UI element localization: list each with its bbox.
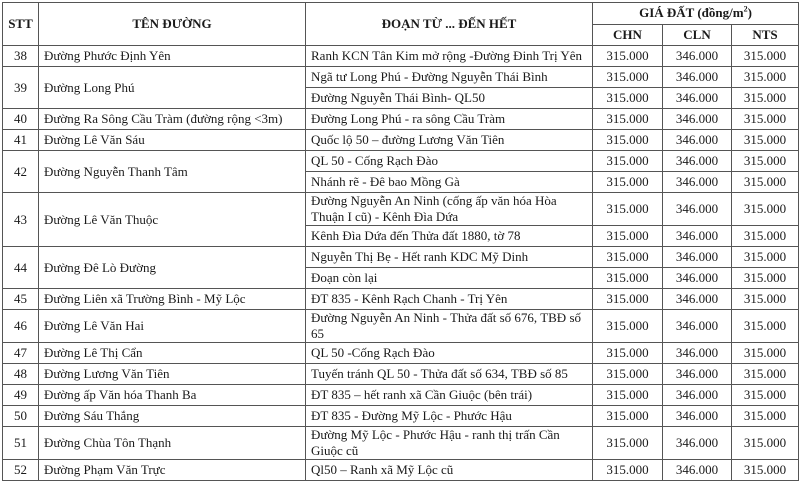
- segment-cell: Nhánh rẽ - Đê bao Mồng Gà: [306, 172, 593, 193]
- header-cln: CLN: [663, 24, 732, 46]
- price-nts-cell: 315.000: [732, 247, 799, 268]
- price-chn-cell: 315.000: [593, 130, 663, 151]
- road-name-cell: Đường Lê Văn Sáu: [39, 130, 306, 151]
- price-cln-cell: 346.000: [663, 46, 732, 67]
- header-stt: STT: [3, 3, 39, 46]
- price-chn-cell: 315.000: [593, 88, 663, 109]
- road-name-cell: Đường Phạm Văn Trực: [39, 460, 306, 481]
- land-price-table: [2, 2, 799, 481]
- price-chn-cell: 315.000: [593, 193, 663, 226]
- price-chn-cell: 315.000: [593, 226, 663, 247]
- price-cln-cell: 346.000: [663, 364, 732, 385]
- price-nts-cell: 315.000: [732, 193, 799, 226]
- segment-cell: Đường Nguyễn An Ninh - Thửa đất số 676, TBĐ số 65: [306, 310, 593, 343]
- price-chn-cell: 315.000: [593, 406, 663, 427]
- segment-cell: Quốc lộ 50 – đường Lương Văn Tiên: [306, 130, 593, 151]
- price-cln-cell: 346.000: [663, 460, 732, 481]
- stt-cell: 45: [3, 289, 39, 310]
- segment-cell: Đoạn còn lại: [306, 268, 593, 289]
- stt-cell: 47: [3, 343, 39, 364]
- price-cln-cell: 346.000: [663, 247, 732, 268]
- stt-cell: 52: [3, 460, 39, 481]
- price-cln-cell: 346.000: [663, 88, 732, 109]
- road-name-cell: Đường Lê Thị Cẩn: [39, 343, 306, 364]
- table-row: [3, 67, 799, 88]
- price-chn-cell: 315.000: [593, 310, 663, 343]
- price-cln-cell: 346.000: [663, 193, 732, 226]
- price-chn-cell: 315.000: [593, 343, 663, 364]
- price-nts-cell: 315.000: [732, 109, 799, 130]
- table-row: [3, 310, 799, 343]
- road-name-cell: Đường Lê Văn Thuộc: [39, 193, 306, 247]
- stt-cell: 40: [3, 109, 39, 130]
- road-name-cell: Đường Ra Sông Cầu Tràm (đường rộng <3m): [39, 109, 306, 130]
- price-nts-cell: 315.000: [732, 460, 799, 481]
- stt-cell: 44: [3, 247, 39, 289]
- price-nts-cell: 315.000: [732, 151, 799, 172]
- price-nts-cell: 315.000: [732, 226, 799, 247]
- road-name-cell: Đường Lương Văn Tiên: [39, 364, 306, 385]
- price-cln-cell: 346.000: [663, 67, 732, 88]
- segment-cell: ĐT 835 – hết ranh xã Cần Giuộc (bên trái): [306, 385, 593, 406]
- table-row: [3, 406, 799, 427]
- table-row: [3, 193, 799, 226]
- price-chn-cell: 315.000: [593, 460, 663, 481]
- segment-cell: Đường Mỹ Lộc - Phước Hậu - ranh thị trấn Cần Giuộc cũ: [306, 427, 593, 460]
- segment-cell: Đường Long Phú - ra sông Cầu Tràm: [306, 109, 593, 130]
- stt-cell: 51: [3, 427, 39, 460]
- segment-cell: ĐT 835 - Kênh Rạch Chanh - Trị Yên: [306, 289, 593, 310]
- stt-cell: 50: [3, 406, 39, 427]
- price-nts-cell: 315.000: [732, 268, 799, 289]
- table-header: [3, 3, 799, 46]
- price-nts-cell: 315.000: [732, 343, 799, 364]
- segment-cell: QL 50 -Cống Rạch Đào: [306, 343, 593, 364]
- segment-cell: Nguyễn Thị Bẹ - Hết ranh KDC Mỹ Dinh: [306, 247, 593, 268]
- price-cln-cell: 346.000: [663, 343, 732, 364]
- price-cln-cell: 346.000: [663, 310, 732, 343]
- price-cln-cell: 346.000: [663, 172, 732, 193]
- segment-cell: QL 50 - Cống Rạch Đào: [306, 151, 593, 172]
- price-chn-cell: 315.000: [593, 289, 663, 310]
- price-nts-cell: 315.000: [732, 364, 799, 385]
- stt-cell: 41: [3, 130, 39, 151]
- table-row: [3, 289, 799, 310]
- price-chn-cell: 315.000: [593, 364, 663, 385]
- stt-cell: 48: [3, 364, 39, 385]
- price-nts-cell: 315.000: [732, 427, 799, 460]
- price-cln-cell: 346.000: [663, 427, 732, 460]
- table-row: [3, 151, 799, 172]
- segment-cell: Kênh Đìa Dứa đến Thửa đất 1880, tờ 78: [306, 226, 593, 247]
- price-cln-cell: 346.000: [663, 151, 732, 172]
- price-nts-cell: 315.000: [732, 289, 799, 310]
- table-row: [3, 385, 799, 406]
- header-nts: NTS: [732, 24, 799, 46]
- segment-cell: Ranh KCN Tân Kim mở rộng -Đường Đinh Trị Yên: [306, 46, 593, 67]
- table-row: [3, 130, 799, 151]
- stt-cell: 39: [3, 67, 39, 109]
- price-nts-cell: 315.000: [732, 310, 799, 343]
- price-nts-cell: 315.000: [732, 88, 799, 109]
- segment-cell: Ql50 – Ranh xã Mỹ Lộc cũ: [306, 460, 593, 481]
- road-name-cell: Đường Long Phú: [39, 67, 306, 109]
- price-chn-cell: 315.000: [593, 46, 663, 67]
- header-price-group: [593, 3, 799, 25]
- price-chn-cell: 315.000: [593, 172, 663, 193]
- price-cln-cell: 346.000: [663, 226, 732, 247]
- table-row: [3, 109, 799, 130]
- price-chn-cell: 315.000: [593, 109, 663, 130]
- road-name-cell: Đường Sáu Thắng: [39, 406, 306, 427]
- table-row: [3, 427, 799, 460]
- price-cln-cell: 346.000: [663, 109, 732, 130]
- table-row: [3, 460, 799, 481]
- price-group-superscript: 2: [743, 4, 748, 14]
- road-name-cell: Đường Nguyễn Thanh Tâm: [39, 151, 306, 193]
- price-cln-cell: 346.000: [663, 406, 732, 427]
- stt-cell: 49: [3, 385, 39, 406]
- road-name-cell: Đường Lê Văn Hai: [39, 310, 306, 343]
- price-cln-cell: 346.000: [663, 268, 732, 289]
- price-nts-cell: 315.000: [732, 172, 799, 193]
- road-name-cell: Đường Phước Định Yên: [39, 46, 306, 67]
- price-group-label-end: ): [747, 5, 752, 21]
- header-road-name: TÊN ĐƯỜNG: [39, 3, 306, 46]
- stt-cell: 43: [3, 193, 39, 247]
- table-row: [3, 247, 799, 268]
- stt-cell: 38: [3, 46, 39, 67]
- segment-cell: ĐT 835 - Đường Mỹ Lộc - Phước Hậu: [306, 406, 593, 427]
- price-nts-cell: 315.000: [732, 67, 799, 88]
- table-row: [3, 46, 799, 67]
- road-name-cell: Đường Chùa Tôn Thạnh: [39, 427, 306, 460]
- stt-cell: 46: [3, 310, 39, 343]
- price-chn-cell: 315.000: [593, 427, 663, 460]
- price-cln-cell: 346.000: [663, 385, 732, 406]
- road-name-cell: Đường Đê Lò Đường: [39, 247, 306, 289]
- price-nts-cell: 315.000: [732, 385, 799, 406]
- price-cln-cell: 346.000: [663, 130, 732, 151]
- price-chn-cell: 315.000: [593, 151, 663, 172]
- price-nts-cell: 315.000: [732, 406, 799, 427]
- segment-cell: Đường Nguyễn An Ninh (cống ấp văn hóa Hòa Thuận I cũ) - Kênh Đìa Dứa: [306, 193, 593, 226]
- table-row: [3, 364, 799, 385]
- segment-cell: Tuyến tránh QL 50 - Thửa đất số 634, TBĐ số 85: [306, 364, 593, 385]
- price-chn-cell: 315.000: [593, 268, 663, 289]
- table-row: [3, 343, 799, 364]
- header-segment: ĐOẠN TỪ ... ĐẾN HẾT: [306, 3, 593, 46]
- table-body: [3, 46, 799, 481]
- price-chn-cell: 315.000: [593, 385, 663, 406]
- segment-cell: Ngã tư Long Phú - Đường Nguyễn Thái Bình: [306, 67, 593, 88]
- stt-cell: 42: [3, 151, 39, 193]
- road-name-cell: Đường Liên xã Trường Bình - Mỹ Lộc: [39, 289, 306, 310]
- segment-cell: Đường Nguyễn Thái Bình- QL50: [306, 88, 593, 109]
- header-chn: CHN: [593, 24, 663, 46]
- price-chn-cell: 315.000: [593, 247, 663, 268]
- price-chn-cell: 315.000: [593, 67, 663, 88]
- price-group-label: GIÁ ĐẤT (đồng/m: [639, 5, 744, 21]
- road-name-cell: Đường ấp Văn hóa Thanh Ba: [39, 385, 306, 406]
- price-nts-cell: 315.000: [732, 46, 799, 67]
- price-nts-cell: 315.000: [732, 130, 799, 151]
- price-cln-cell: 346.000: [663, 289, 732, 310]
